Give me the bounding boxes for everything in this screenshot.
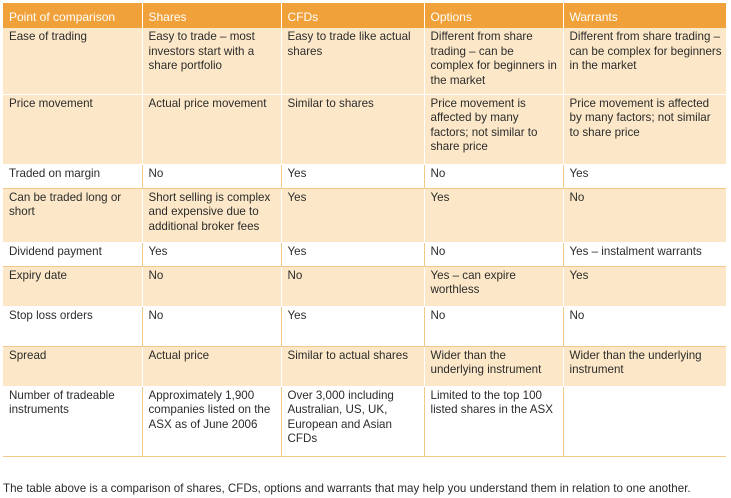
table-cell: Price movement is affected by many factors; not similar to share price bbox=[563, 94, 726, 164]
table-cell: Over 3,000 including Australian, US, UK, European and Asian CFDs bbox=[281, 386, 424, 456]
table-cell: Different from share trading – can be complex for beginners in the market bbox=[563, 28, 726, 94]
table-cell: Yes bbox=[142, 242, 281, 266]
table-cell: Price movement bbox=[3, 94, 142, 164]
table-row bbox=[3, 306, 726, 346]
table-row bbox=[3, 164, 726, 188]
table-cell: No bbox=[142, 164, 281, 188]
table-row bbox=[3, 346, 726, 386]
table-cell: Price movement is affected by many factors; not similar to share price bbox=[424, 94, 563, 164]
table-cell: Yes – instalment warrants bbox=[563, 242, 726, 266]
table-cell: Similar to actual shares bbox=[281, 346, 424, 386]
table-caption: The table above is a comparison of shares, CFDs, options and warrants that may help you understand them in relation to one another. bbox=[3, 482, 691, 495]
table-cell: Traded on margin bbox=[3, 164, 142, 188]
table-cell: Spread bbox=[3, 346, 142, 386]
table-cell: Approximately 1,900 companies listed on the ASX as of June 2006 bbox=[142, 386, 281, 456]
table-cell: No bbox=[424, 164, 563, 188]
table-row bbox=[3, 242, 726, 266]
table-cell: Yes bbox=[281, 242, 424, 266]
table-row bbox=[3, 266, 726, 306]
table-cell: No bbox=[142, 266, 281, 306]
table-header-row bbox=[3, 3, 726, 28]
table-cell: Yes bbox=[424, 188, 563, 242]
table-cell: Wider than the underlying instrument bbox=[563, 346, 726, 386]
table-cell: Yes bbox=[563, 266, 726, 306]
table-cell: Similar to shares bbox=[281, 94, 424, 164]
table-cell: Dividend payment bbox=[3, 242, 142, 266]
table-cell: Number of tradeable instruments bbox=[3, 386, 142, 456]
header-warrants: Warrants bbox=[563, 3, 726, 28]
table-cell: Yes – can expire worthless bbox=[424, 266, 563, 306]
table-cell: Can be traded long or short bbox=[3, 188, 142, 242]
table-cell: Actual price bbox=[142, 346, 281, 386]
table-cell: No bbox=[424, 306, 563, 346]
table-row bbox=[3, 94, 726, 164]
table-cell: Easy to trade – most investors start with a share portfolio bbox=[142, 28, 281, 94]
table-cell: Stop loss orders bbox=[3, 306, 142, 346]
table-cell: Expiry date bbox=[3, 266, 142, 306]
header-options: Options bbox=[424, 3, 563, 28]
table-cell: Limited to the top 100 listed shares in the ASX bbox=[424, 386, 563, 456]
header-cfds: CFDs bbox=[281, 3, 424, 28]
table-cell: No bbox=[281, 266, 424, 306]
table-cell: Yes bbox=[281, 188, 424, 242]
table-cell: Yes bbox=[563, 164, 726, 188]
table-cell: No bbox=[563, 188, 726, 242]
table-cell: Different from share trading – can be complex for beginners in the market bbox=[424, 28, 563, 94]
table-cell: Actual price movement bbox=[142, 94, 281, 164]
table-cell: Ease of trading bbox=[3, 28, 142, 94]
table-cell: Yes bbox=[281, 164, 424, 188]
table-row bbox=[3, 386, 726, 456]
table-cell: No bbox=[142, 306, 281, 346]
header-shares: Shares bbox=[142, 3, 281, 28]
table-row bbox=[3, 28, 726, 94]
table-cell: No bbox=[424, 242, 563, 266]
table-cell: Short selling is complex and expensive due to additional broker fees bbox=[142, 188, 281, 242]
comparison-table bbox=[3, 3, 726, 457]
table-cell: No bbox=[563, 306, 726, 346]
table-cell: Yes bbox=[281, 306, 424, 346]
header-point-of-comparison: Point of comparison bbox=[3, 3, 142, 28]
table-cell bbox=[563, 386, 726, 456]
table-row bbox=[3, 188, 726, 242]
table-cell: Wider than the underlying instrument bbox=[424, 346, 563, 386]
table-cell: Easy to trade like actual shares bbox=[281, 28, 424, 94]
